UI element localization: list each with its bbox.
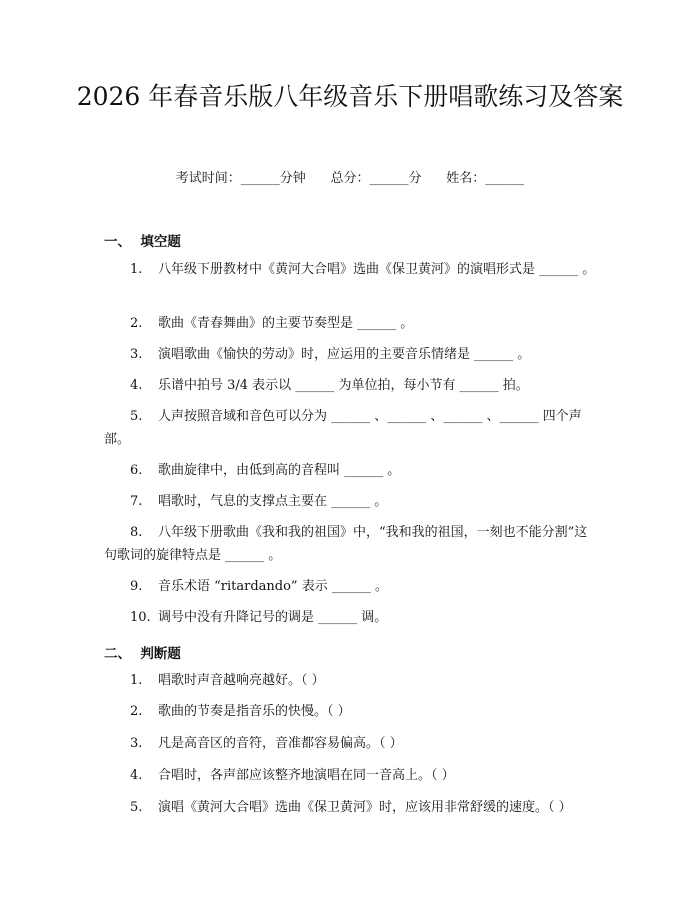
question-item <box>104 258 596 281</box>
question-number: 3. <box>130 736 143 751</box>
question-number: 10. <box>130 610 151 625</box>
question-number: 5. <box>130 409 143 424</box>
section-heading-fill: 一、 填空题 <box>104 234 181 250</box>
question-item <box>104 606 596 629</box>
question-number: 4. <box>130 378 143 393</box>
question-number: 8. <box>130 525 143 540</box>
exam-info: 考试时间：______分钟 总分：______分 姓名：______ <box>175 171 525 186</box>
question-item <box>104 343 596 366</box>
question-number: 7. <box>130 494 143 509</box>
page-title: 2026 年春音乐版八年级音乐下册唱歌练习及答案 <box>76 82 624 111</box>
question-text: 乐谱中拍号 3/4 表示以 ______ 为单位拍，每小节有 ______ 拍。 <box>158 378 529 393</box>
question-text: 八年级下册教材中《黄河大合唱》选曲《保卫黄河》的演唱形式是 ______ 。 <box>158 262 596 277</box>
question-item <box>104 521 596 567</box>
question-item <box>104 405 596 451</box>
question-item <box>104 374 596 397</box>
question-text: 演唱《黄河大合唱》选曲《保卫黄河》时，应该用非常舒缓的速度。（ ） <box>158 800 572 815</box>
question-text: 调号中没有升降记号的调是 ______ 调。 <box>158 610 388 625</box>
question-item <box>104 575 596 598</box>
question-item <box>104 490 596 513</box>
question-item <box>104 700 596 723</box>
question-text: 音乐术语 “ritardando” 表示 ______ 。 <box>158 579 388 594</box>
question-text: 歌曲旋律中，由低到高的音程叫 ______ 。 <box>158 463 401 478</box>
question-number: 1. <box>130 673 143 688</box>
question-number: 1. <box>130 262 143 277</box>
question-item <box>104 669 596 692</box>
question-number: 4. <box>130 768 143 783</box>
question-text: 凡是高音区的音符，音准都容易偏高。（ ） <box>158 736 403 751</box>
question-text: 合唱时，各声部应该整齐地演唱在同一音高上。（ ） <box>158 768 455 783</box>
question-text: 唱歌时声音越响亮越好。（ ） <box>158 673 325 688</box>
question-number: 3. <box>130 347 143 362</box>
question-number: 9. <box>130 579 143 594</box>
section-heading-judge: 二、 判断题 <box>104 646 181 662</box>
question-text: 演唱歌曲《愉快的劳动》时，应运用的主要音乐情绪是 ______ 。 <box>158 347 531 362</box>
question-item <box>104 764 596 787</box>
question-number: 2. <box>130 316 143 331</box>
question-item <box>104 312 596 335</box>
question-item <box>104 732 596 755</box>
question-text: 歌曲的节奏是指音乐的快慢。（ ） <box>158 704 351 719</box>
question-text: 歌曲《青春舞曲》的主要节奏型是 ______ 。 <box>158 316 414 331</box>
question-number: 6. <box>130 463 143 478</box>
question-item <box>104 796 596 819</box>
question-text: 八年级下册歌曲《我和我的祖国》中，“我和我的祖国，一刻也不能分割”这句歌词的旋律特点是 ______ 。 <box>104 525 588 563</box>
question-item <box>104 459 596 482</box>
question-number: 2. <box>130 704 143 719</box>
question-text: 人声按照音域和音色可以分为 ______ 、______ 、______ 、______ 四个声部。 <box>104 409 582 447</box>
question-number: 5. <box>130 800 143 815</box>
question-text: 唱歌时，气息的支撑点主要在 ______ 。 <box>158 494 388 509</box>
